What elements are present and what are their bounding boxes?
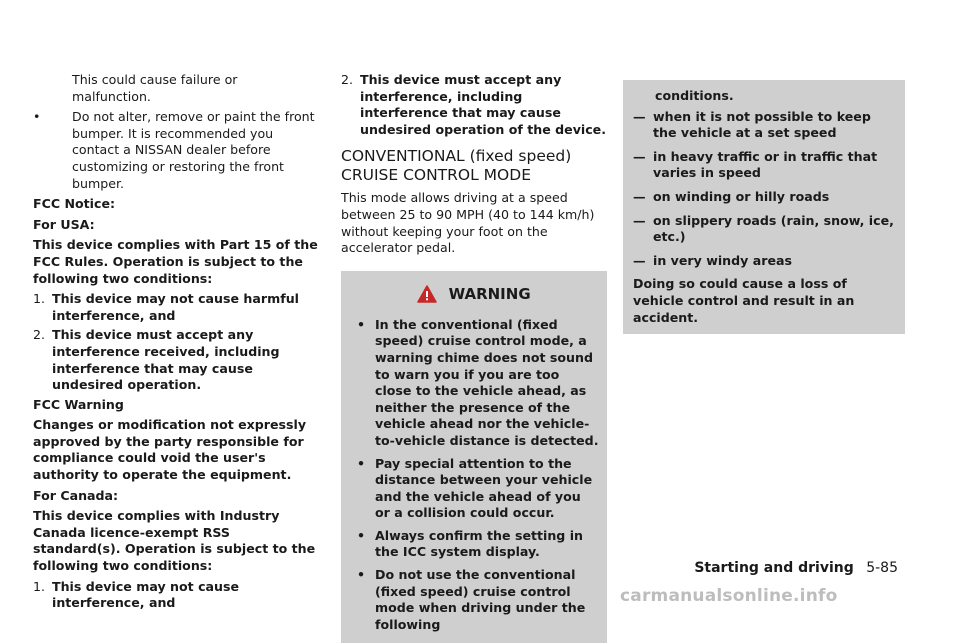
warning-item	[349, 567, 599, 633]
dash-item	[633, 109, 895, 142]
bullet-marker: •	[33, 109, 41, 125]
dash-item	[633, 253, 895, 270]
list-item	[33, 109, 319, 192]
warning-header	[349, 283, 599, 305]
warning-text: Always confirm the setting in the ICC system display.	[375, 527, 583, 560]
usa-statement: This device complies with Part 15 of the FCC Rules. Operation is subject to the following two conditions:	[33, 237, 318, 286]
dash-marker: —	[633, 148, 646, 164]
warning-text: Do not use the conventional (fixed speed) cruise control mode when driving under the following	[375, 567, 586, 632]
dash-marker: —	[633, 108, 646, 124]
dash-text: on slippery roads (rain, snow, ice, etc.)	[653, 212, 894, 245]
list-item	[341, 72, 607, 138]
list-item	[33, 327, 319, 393]
warning-triangle-icon	[417, 285, 437, 303]
list-item	[33, 291, 319, 324]
column-left	[33, 72, 319, 615]
warning-item	[349, 456, 599, 522]
bullet-text: Do not alter, remove or paint the front bumper. It is recommended you contact a NISSAN dealer before customizing or restoring the front bumper.	[72, 109, 315, 191]
bullet-marker: •	[357, 316, 366, 332]
list-text: This device may not cause interference, and	[52, 578, 240, 611]
list-text: This device may not cause harmful interference, and	[52, 291, 299, 323]
warning-title: WARNING	[448, 284, 531, 303]
bullet-marker: •	[357, 527, 366, 543]
dash-text: in heavy traffic or in traffic that varies in speed	[653, 148, 878, 181]
list-number: 1.	[33, 578, 46, 594]
dash-marker: —	[633, 188, 646, 204]
list-item	[33, 579, 319, 612]
warning-item	[349, 528, 599, 561]
warning-box	[341, 271, 607, 643]
canada-statement: This device complies with Industry Canada licence-exempt RSS standard(s). Operation is subject to the following two conditions:	[33, 508, 316, 574]
page-number: 5-85	[866, 560, 898, 576]
list-number: 1.	[33, 291, 46, 307]
list-number: 2.	[341, 72, 354, 87]
dash-marker: —	[633, 252, 646, 268]
for-canada-heading: For Canada:	[33, 487, 119, 503]
watermark: carmanualsonline.info	[620, 586, 838, 606]
closing-warning: Doing so could cause a loss of vehicle control and result in an accident.	[633, 276, 855, 325]
dash-text: when it is not possible to keep the vehicle at a set speed	[653, 108, 871, 141]
fcc-notice-heading: FCC Notice:	[33, 196, 116, 212]
heading-line: CRUISE CONTROL MODE	[341, 166, 531, 185]
for-usa-heading: For USA:	[33, 216, 95, 232]
dash-text: on winding or hilly roads	[653, 188, 830, 204]
dash-item	[633, 189, 895, 206]
heading-line: CONVENTIONAL (fixed speed)	[341, 147, 572, 166]
list-text: This device must accept any interference received, including interference that may cause undesired operation.	[52, 327, 280, 393]
column-middle	[341, 72, 607, 643]
continued-text: conditions.	[655, 88, 734, 103]
dash-item	[633, 149, 895, 182]
dash-text: in very windy areas	[653, 252, 792, 268]
page-footer	[694, 560, 898, 576]
list-number: 2.	[33, 327, 46, 343]
warning-text: In the conventional (fixed speed) cruise control mode, a warning chime does not sound to warn you if you are too close to the vehicle ahead, as neither the presence of the vehicle ahead nor the vehicle-to-vehicle distance is detected.	[375, 316, 599, 448]
bullet-marker: •	[357, 567, 366, 583]
continued-text: This could cause failure or malfunction.	[72, 72, 238, 104]
section-heading	[341, 147, 607, 185]
list-text: This device must accept any interference, including interference that may cause undesired operation of the device.	[360, 72, 607, 137]
warning-box-continued	[623, 80, 905, 334]
warning-item	[349, 317, 599, 450]
section-title: Starting and driving	[694, 560, 854, 576]
dash-item	[633, 213, 895, 246]
fcc-warning-heading: FCC Warning	[33, 396, 124, 412]
warning-text: Pay special attention to the distance between your vehicle and the vehicle ahead of you or a collision could occur.	[375, 455, 593, 521]
fcc-warning-text: Changes or modification not expressly approved by the party responsible for compliance could void the user's authority to operate the equipment.	[33, 417, 307, 483]
intro-paragraph: This mode allows driving at a speed between 25 to 90 MPH (40 to 144 km/h) without keeping your foot on the accelerator pedal.	[341, 190, 595, 256]
column-right	[629, 72, 897, 334]
bullet-marker: •	[357, 455, 366, 471]
dash-marker: —	[633, 212, 646, 228]
